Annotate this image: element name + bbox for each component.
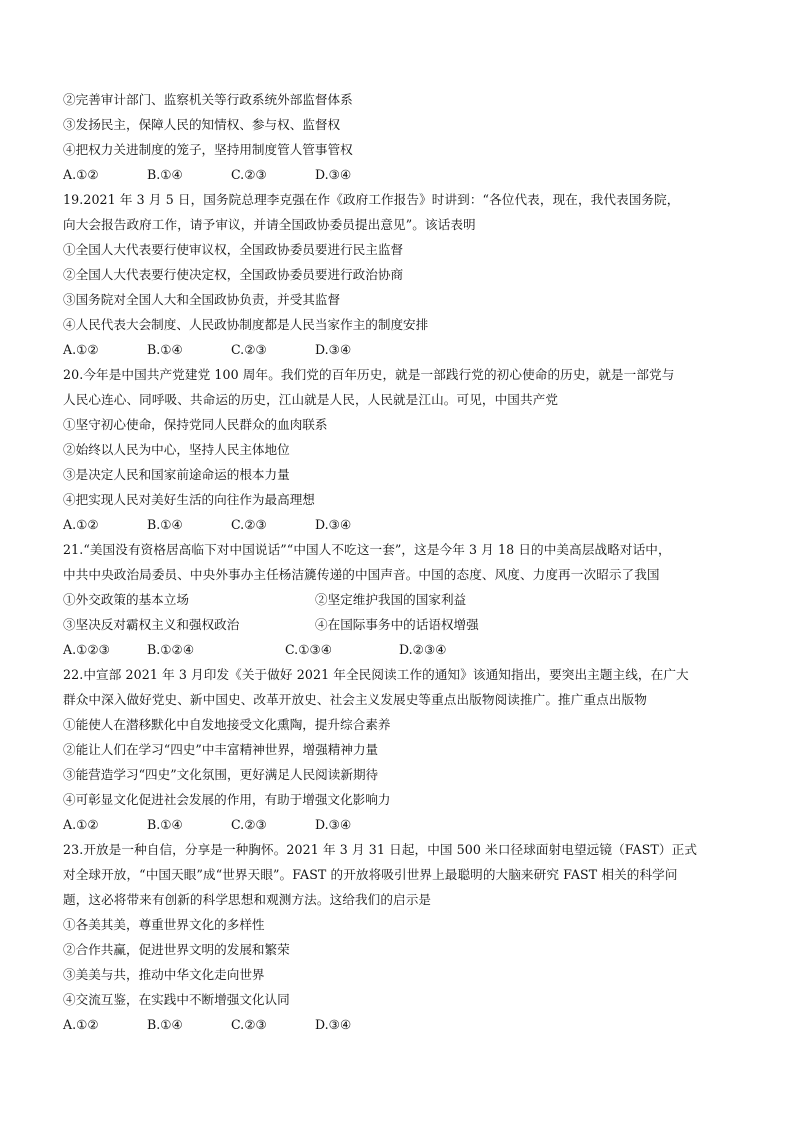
q18-option-c: C.②③: [231, 167, 267, 182]
q20-option-d: D.③④: [315, 517, 352, 532]
q23-option-d: D.③④: [315, 1017, 352, 1032]
q19-option-d: D.③④: [315, 342, 352, 357]
q21-item-1: ①外交政策的基本立场: [63, 592, 189, 607]
q20-option-c: C.②③: [231, 517, 267, 532]
q21-option-c: C.①③④: [285, 642, 333, 657]
q23-option-b: B.①④: [147, 1017, 183, 1032]
q18-item-2: ②完善审计部门、监察机关等行政系统外部监督体系: [63, 92, 353, 107]
q23-item-1: ①各美其美，尊重世界文化的多样性: [63, 917, 265, 932]
q19-stem-line-1: 19.2021 年 3 月 5 日，国务院总理李克强在作《政府工作报告》时讲到：“各位代表，现在，我代表国务院，: [63, 192, 680, 207]
q19-option-c: C.②③: [231, 342, 267, 357]
q21-stem-line-2: 中共中央政治局委员、中央外事办主任杨洁篪传递的中国声音。中国的态度、风度、力度再一次昭示了我国: [63, 567, 660, 582]
q19-item-3: ③国务院对全国人大和全国政协负责，并受其监督: [63, 292, 341, 307]
q22-item-3: ③能营造学习“四史”文化氛围，更好满足人民阅读新期待: [63, 767, 379, 782]
q21-item-3: ③坚决反对霸权主义和强权政治: [63, 617, 240, 632]
q19-item-4: ④人民代表大会制度、人民政协制度都是人民当家作主的制度安排: [63, 317, 429, 332]
q20-option-b: B.①④: [147, 517, 183, 532]
q18-item-3: ③发扬民主，保障人民的知情权、参与权、监督权: [63, 117, 341, 132]
q23-item-2: ②合作共赢，促进世界文明的发展和繁荣: [63, 942, 290, 957]
q20-item-2: ②始终以人民为中心，坚持人民主体地位: [63, 442, 290, 457]
q21-item-2: ②坚定维护我国的国家利益: [315, 592, 467, 607]
q22-item-4: ④可彰显文化促进社会发展的作用，有助于增强文化影响力: [63, 792, 391, 807]
q18-item-4: ④把权力关进制度的笼子，坚持用制度管人管事管权: [63, 142, 353, 157]
q20-item-1: ①坚守初心使命，保持党同人民群众的血肉联系: [63, 417, 328, 432]
q23-option-c: C.②③: [231, 1017, 267, 1032]
q22-stem-line-2: 群众中深入做好党史、新中国史、改革开放史、社会主义发展史等重点出版物阅读推广。推广重点出版物: [63, 692, 647, 707]
q22-item-1: ①能使人在潜移默化中自发地接受文化熏陶，提升综合素养: [63, 717, 391, 732]
q19-stem-line-2: 向大会报告政府工作，请予审议，并请全国政协委员提出意见”。该话表明: [63, 217, 476, 232]
q23-stem-line-2: 对全球开放，“中国天眼”成“世界天眼”。FAST 的开放将吸引世界上最聪明的大脑来研究 FAST 相关的科学问: [63, 867, 678, 882]
q23-stem-line-1: 23.开放是一种自信，分享是一种胸怀。2021 年 3 月 31 日起，中国 500 米口径球面射电望远镜（FAST）正式: [63, 842, 698, 857]
q22-stem-line-1: 22.中宣部 2021 年 3 月印发《关于做好 2021 年全民阅读工作的通知》该通知指出，要突出主题主线，在广大: [63, 667, 689, 682]
q20-stem-line-2: 人民心连心、同呼吸、共命运的历史，江山就是人民，人民就是江山。可见，中国共产党: [63, 392, 559, 407]
q20-item-3: ③是决定人民和国家前途命运的根本力量: [63, 467, 290, 482]
q23-item-3: ③美美与共，推动中华文化走向世界: [63, 967, 265, 982]
q21-option-d: D.②③④: [399, 642, 447, 657]
q20-option-a: A.①②: [63, 517, 99, 532]
q21-stem-line-1: 21.“美国没有资格居高临下对中国说话”“中国人不吃这一套”，这是今年 3 月 18 日的中美高层战略对话中，: [63, 542, 671, 557]
q22-option-c: C.②③: [231, 817, 267, 832]
q19-option-a: A.①②: [63, 342, 99, 357]
q21-option-a: A.①②③: [63, 642, 110, 657]
q18-option-a: A.①②: [63, 167, 99, 182]
q23-item-4: ④交流互鉴，在实践中不断增强文化认同: [63, 992, 290, 1007]
q21-option-b: B.①②④: [147, 642, 195, 657]
q20-item-4: ④把实现人民对美好生活的向往作为最高理想: [63, 492, 315, 507]
q23-option-a: A.①②: [63, 1017, 99, 1032]
q19-option-b: B.①④: [147, 342, 183, 357]
q20-stem-line-1: 20.今年是中国共产党建党 100 周年。我们党的百年历史，就是一部践行党的初心使命的历史，就是一部党与: [63, 367, 675, 382]
q22-option-b: B.①④: [147, 817, 183, 832]
q22-option-d: D.③④: [315, 817, 352, 832]
q22-item-2: ②能让人们在学习“四史”中丰富精神世界，增强精神力量: [63, 742, 379, 757]
q19-item-2: ②全国人大代表要行使决定权，全国政协委员要进行政治协商: [63, 267, 404, 282]
q18-option-d: D.③④: [315, 167, 352, 182]
q22-option-a: A.①②: [63, 817, 99, 832]
q21-item-4: ④在国际事务中的话语权增强: [315, 617, 479, 632]
q18-option-b: B.①④: [147, 167, 183, 182]
q23-stem-line-3: 题，这必将带来有创新的科学思想和观测方法。这给我们的启示是: [63, 892, 432, 907]
q19-item-1: ①全国人大代表要行使审议权，全国政协委员要进行民主监督: [63, 242, 404, 257]
